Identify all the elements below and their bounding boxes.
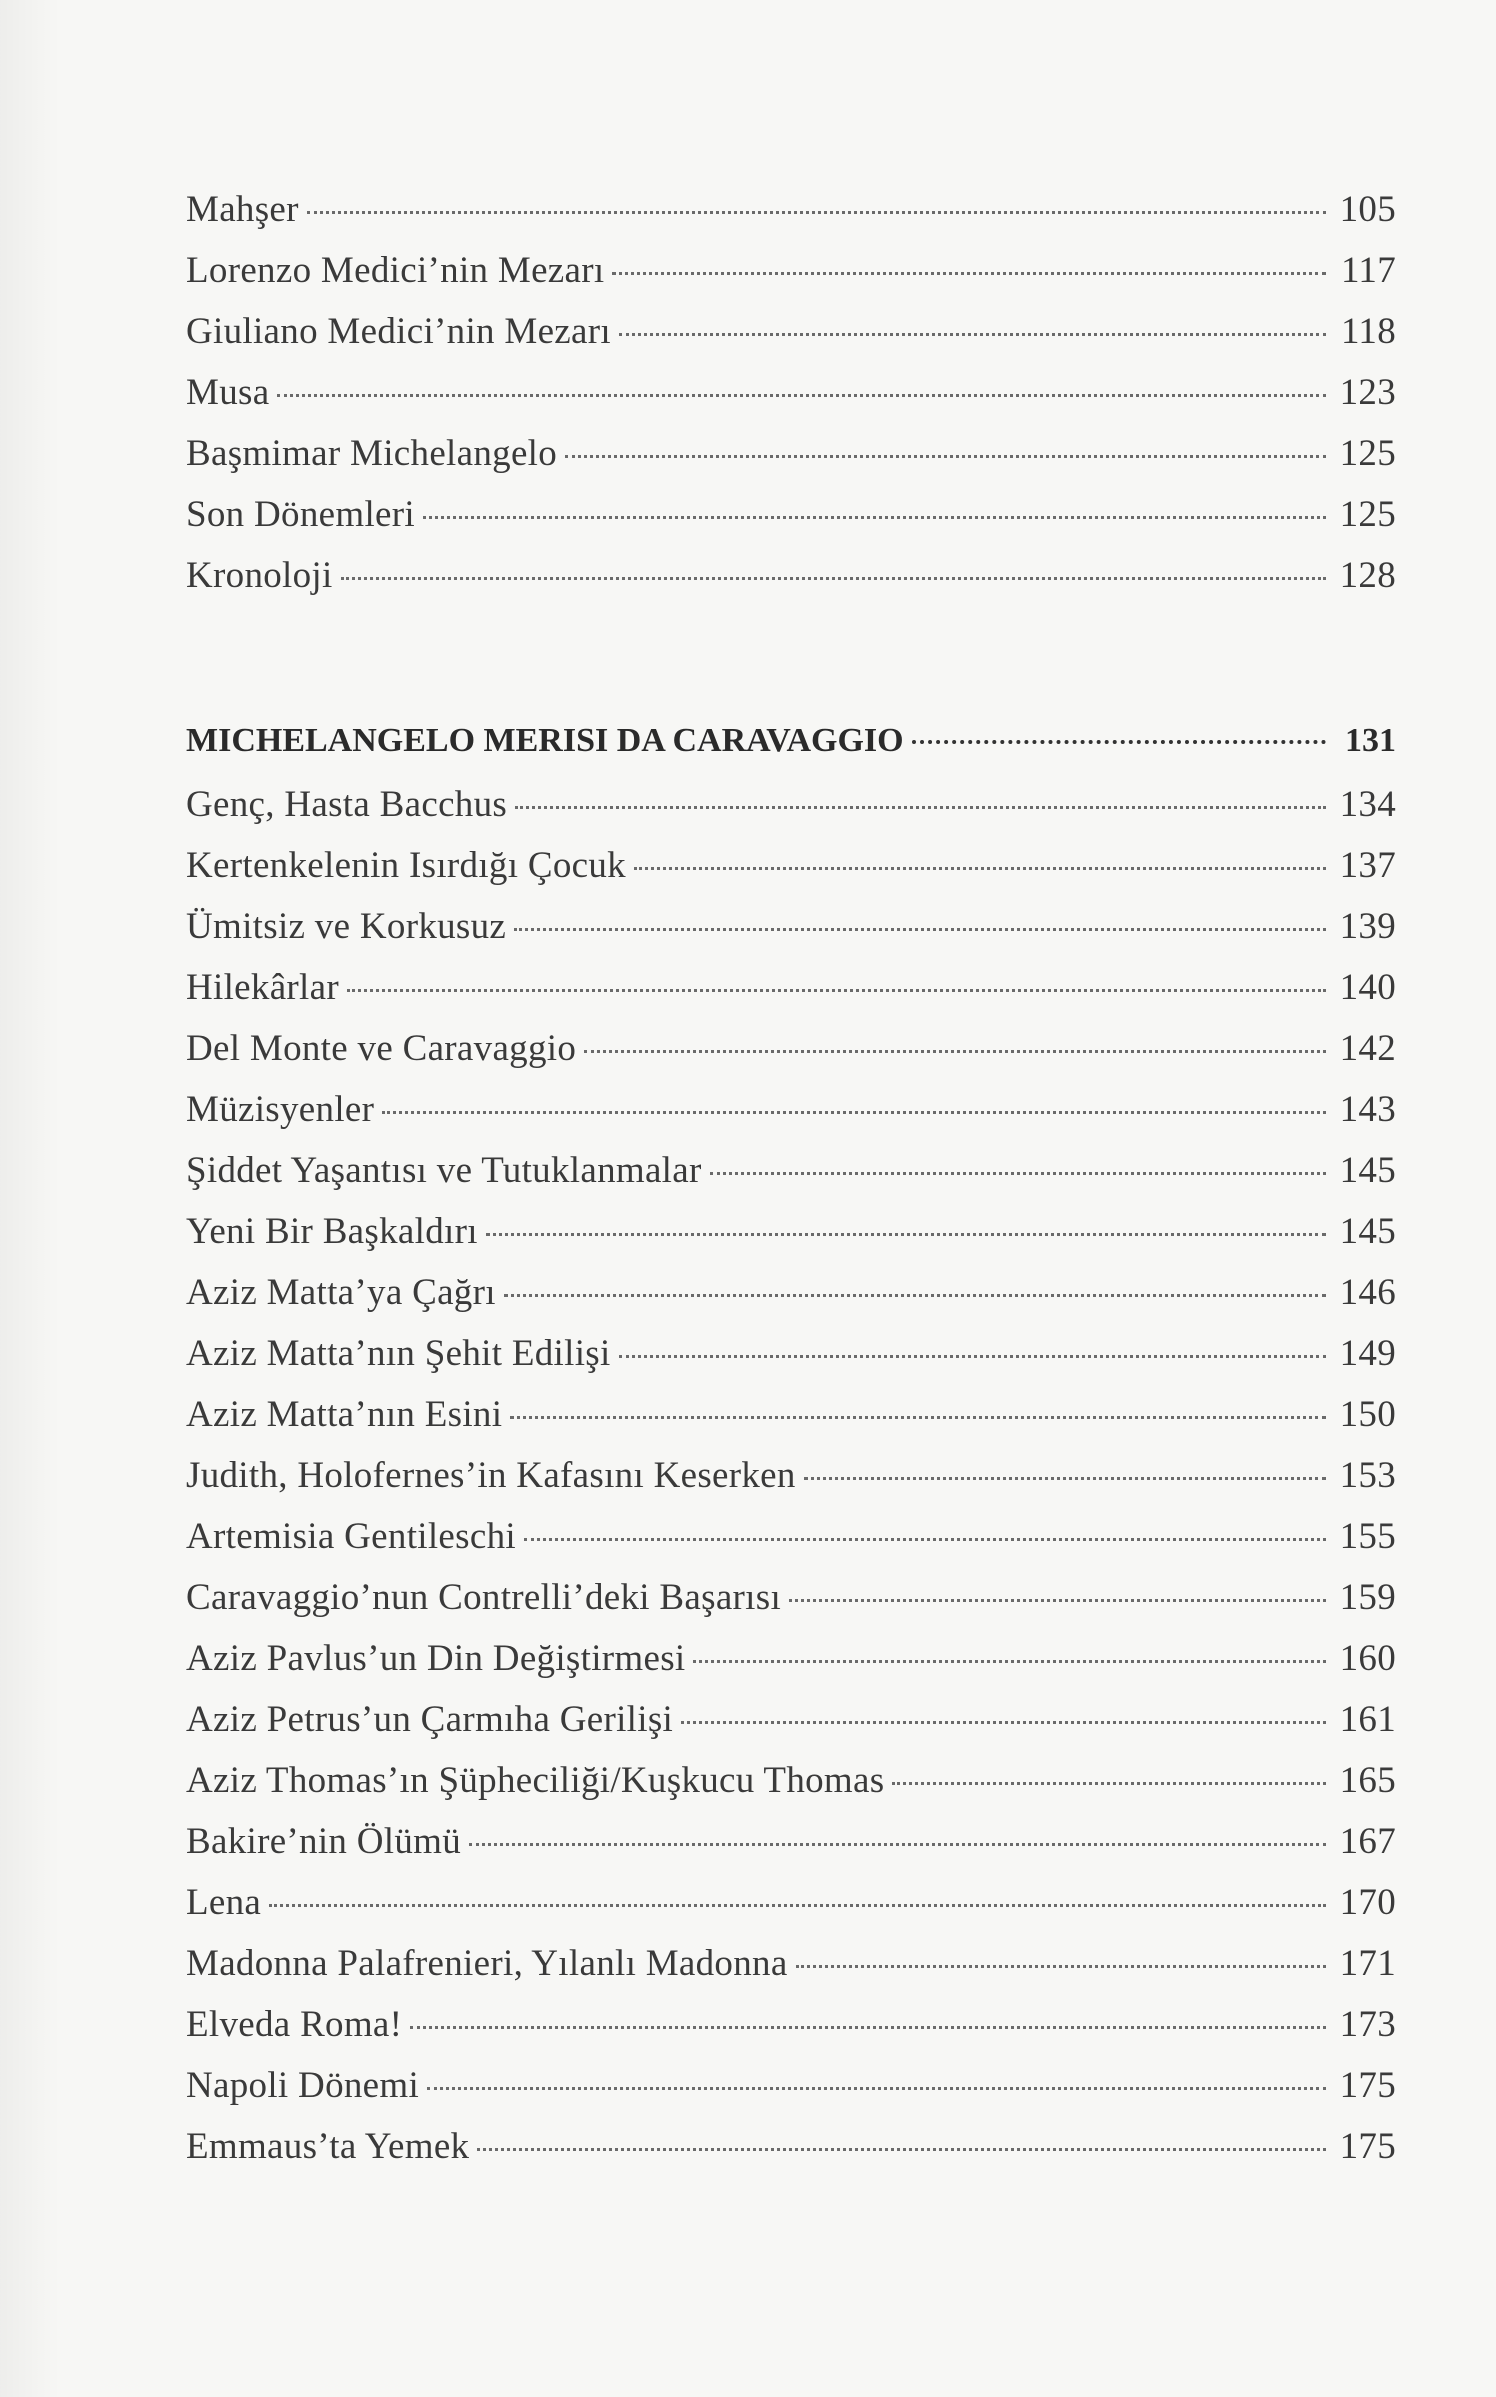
toc-entry-page: 137 xyxy=(1339,845,1396,886)
dot-leader xyxy=(693,1660,1326,1663)
toc-entry-title: Kronoloji xyxy=(186,555,333,596)
toc-entry-title: Caravaggio’nun Contrelli’deki Başarısı xyxy=(186,1577,782,1618)
toc-entry-title: Yeni Bir Başkaldırı xyxy=(186,1211,478,1252)
dot-leader xyxy=(634,867,1326,870)
toc-entry-page: 150 xyxy=(1339,1394,1396,1435)
dot-leader xyxy=(307,211,1326,214)
toc-entry xyxy=(186,2003,1396,2064)
dot-leader xyxy=(410,2026,1326,2029)
toc-entry-page: 145 xyxy=(1339,1211,1396,1252)
toc-entry-page: 160 xyxy=(1339,1638,1396,1679)
section-heading-title: MICHELANGELO MERISI DA CARAVAGGIO xyxy=(186,722,904,759)
toc-list-michelangelo xyxy=(186,188,1396,615)
toc-entry xyxy=(186,554,1396,615)
dot-leader xyxy=(681,1721,1326,1724)
toc-entry-title: Elveda Roma! xyxy=(186,2004,403,2045)
toc-entry-title: Mahşer xyxy=(186,189,299,230)
toc-entry-title: Artemisia Gentileschi xyxy=(186,1516,516,1557)
toc-entry-title: Ümitsiz ve Korkusuz xyxy=(186,906,507,947)
toc-entry xyxy=(186,1271,1396,1332)
toc-entry-title: Judith, Holofernes’in Kafasını Keserken xyxy=(186,1455,796,1496)
dot-leader xyxy=(277,394,1326,397)
toc-entry-page: 123 xyxy=(1339,372,1396,413)
toc-entry-title: Giuliano Medici’nin Mezarı xyxy=(186,311,611,352)
toc-entry-page: 118 xyxy=(1340,311,1396,352)
section-heading-page: 131 xyxy=(1345,722,1396,759)
dot-leader xyxy=(469,1843,1326,1846)
dot-leader xyxy=(619,333,1326,336)
toc-entry-page: 142 xyxy=(1339,1028,1396,1069)
toc-entry-title: Musa xyxy=(186,372,270,413)
toc-entry-page: 153 xyxy=(1339,1455,1396,1496)
toc-entry-title: Son Dönemleri xyxy=(186,494,415,535)
toc-entry xyxy=(186,1027,1396,1088)
toc-entry-page: 146 xyxy=(1339,1272,1396,1313)
toc-entry-title: Del Monte ve Caravaggio xyxy=(186,1028,577,1069)
dot-leader xyxy=(612,272,1326,275)
toc-entry-title: Şiddet Yaşantısı ve Tutuklanmalar xyxy=(186,1150,702,1191)
toc-entry xyxy=(186,1088,1396,1149)
dot-leader xyxy=(584,1050,1326,1053)
toc-entry-page: 139 xyxy=(1339,906,1396,947)
toc-entry xyxy=(186,1759,1396,1820)
toc-entry-title: Napoli Dönemi xyxy=(186,2065,420,2106)
toc-entry xyxy=(186,1698,1396,1759)
toc-entry-page: 165 xyxy=(1339,1760,1396,1801)
toc-entry xyxy=(186,844,1396,905)
toc-entry-page: 171 xyxy=(1339,1943,1396,1984)
dot-leader xyxy=(789,1599,1326,1602)
toc-entry-title: Bakire’nin Ölümü xyxy=(186,1821,462,1862)
toc-entry-title: Aziz Thomas’ın Şüpheciliği/Kuşkucu Thomas xyxy=(186,1760,885,1801)
dot-leader xyxy=(477,2148,1326,2151)
toc-entry xyxy=(186,432,1396,493)
toc-entry-page: 128 xyxy=(1339,555,1396,596)
toc-entry-page: 167 xyxy=(1339,1821,1396,1862)
dot-leader xyxy=(269,1904,1326,1907)
toc-entry-title: Aziz Matta’ya Çağrı xyxy=(186,1272,496,1313)
toc-entry-title: Emmaus’ta Yemek xyxy=(186,2126,470,2167)
dot-leader xyxy=(565,455,1326,458)
toc-entry-page: 155 xyxy=(1339,1516,1396,1557)
dot-leader xyxy=(710,1172,1326,1175)
toc-entry-page: 149 xyxy=(1339,1333,1396,1374)
toc-entry xyxy=(186,1881,1396,1942)
toc-entry-title: Aziz Matta’nın Şehit Edilişi xyxy=(186,1333,611,1374)
dot-leader xyxy=(804,1477,1326,1480)
dot-leader xyxy=(382,1111,1326,1114)
dot-leader xyxy=(514,928,1326,931)
toc-entry xyxy=(186,783,1396,844)
toc-entry xyxy=(186,188,1396,249)
dot-leader xyxy=(347,989,1326,992)
toc-entry xyxy=(186,1576,1396,1637)
toc-entry-title: Aziz Pavlus’un Din Değiştirmesi xyxy=(186,1638,686,1679)
dot-leader xyxy=(619,1355,1326,1358)
page-gutter-shadow xyxy=(0,0,60,2397)
toc-entry-title: Aziz Matta’nın Esini xyxy=(186,1394,503,1435)
toc-entry xyxy=(186,249,1396,310)
dot-leader xyxy=(515,806,1326,809)
toc-entry xyxy=(186,1942,1396,2003)
toc-entry-page: 161 xyxy=(1339,1699,1396,1740)
toc-entry xyxy=(186,1210,1396,1271)
toc-entry-title: Lorenzo Medici’nin Mezarı xyxy=(186,250,605,291)
toc-entry xyxy=(186,2125,1396,2186)
toc-entry-title: Müzisyenler xyxy=(186,1089,375,1130)
toc-entry-title: Aziz Petrus’un Çarmıha Gerilişi xyxy=(186,1699,674,1740)
toc-entry xyxy=(186,966,1396,1027)
toc-list-caravaggio xyxy=(186,722,1396,2186)
dot-leader xyxy=(524,1538,1326,1541)
toc-entry-title: Başmimar Michelangelo xyxy=(186,433,558,474)
toc-entry-page: 170 xyxy=(1339,1882,1396,1923)
toc-entry-page: 145 xyxy=(1339,1150,1396,1191)
dot-leader xyxy=(892,1782,1326,1785)
dot-leader xyxy=(427,2087,1326,2090)
toc-entry xyxy=(186,1149,1396,1210)
toc-entry-title: Lena xyxy=(186,1882,262,1923)
toc-entry xyxy=(186,2064,1396,2125)
toc-entry-page: 125 xyxy=(1339,433,1396,474)
dot-leader xyxy=(341,577,1326,580)
toc-entry-page: 117 xyxy=(1340,250,1396,291)
section-heading xyxy=(186,722,1396,783)
toc-entry xyxy=(186,1637,1396,1698)
dot-leader xyxy=(796,1965,1326,1968)
dot-leader xyxy=(912,740,1326,744)
toc-entry xyxy=(186,1820,1396,1881)
toc-entry-page: 175 xyxy=(1339,2126,1396,2167)
toc-entry xyxy=(186,310,1396,371)
toc-entry-title: Hilekârlar xyxy=(186,967,339,1008)
toc-entry xyxy=(186,493,1396,554)
toc-entry-page: 159 xyxy=(1339,1577,1396,1618)
toc-entry-page: 134 xyxy=(1339,784,1396,825)
toc-entry xyxy=(186,1454,1396,1515)
toc-entry-page: 125 xyxy=(1339,494,1396,535)
toc-entry xyxy=(186,905,1396,966)
toc-entry-page: 140 xyxy=(1339,967,1396,1008)
dot-leader xyxy=(486,1233,1326,1236)
toc-entry xyxy=(186,1515,1396,1576)
dot-leader xyxy=(423,516,1326,519)
toc-entry-title: Genç, Hasta Bacchus xyxy=(186,784,508,825)
dot-leader xyxy=(510,1416,1326,1419)
toc-entry-page: 175 xyxy=(1339,2065,1396,2106)
dot-leader xyxy=(504,1294,1326,1297)
toc-entry xyxy=(186,371,1396,432)
toc-entry-page: 105 xyxy=(1339,189,1396,230)
toc-entry xyxy=(186,1393,1396,1454)
toc-entry-title: Madonna Palafrenieri, Yılanlı Madonna xyxy=(186,1943,788,1984)
toc-entry-page: 173 xyxy=(1339,2004,1396,2045)
toc-entry-page: 143 xyxy=(1339,1089,1396,1130)
toc-entry-title: Kertenkelenin Isırdığı Çocuk xyxy=(186,845,626,886)
toc-entry xyxy=(186,1332,1396,1393)
